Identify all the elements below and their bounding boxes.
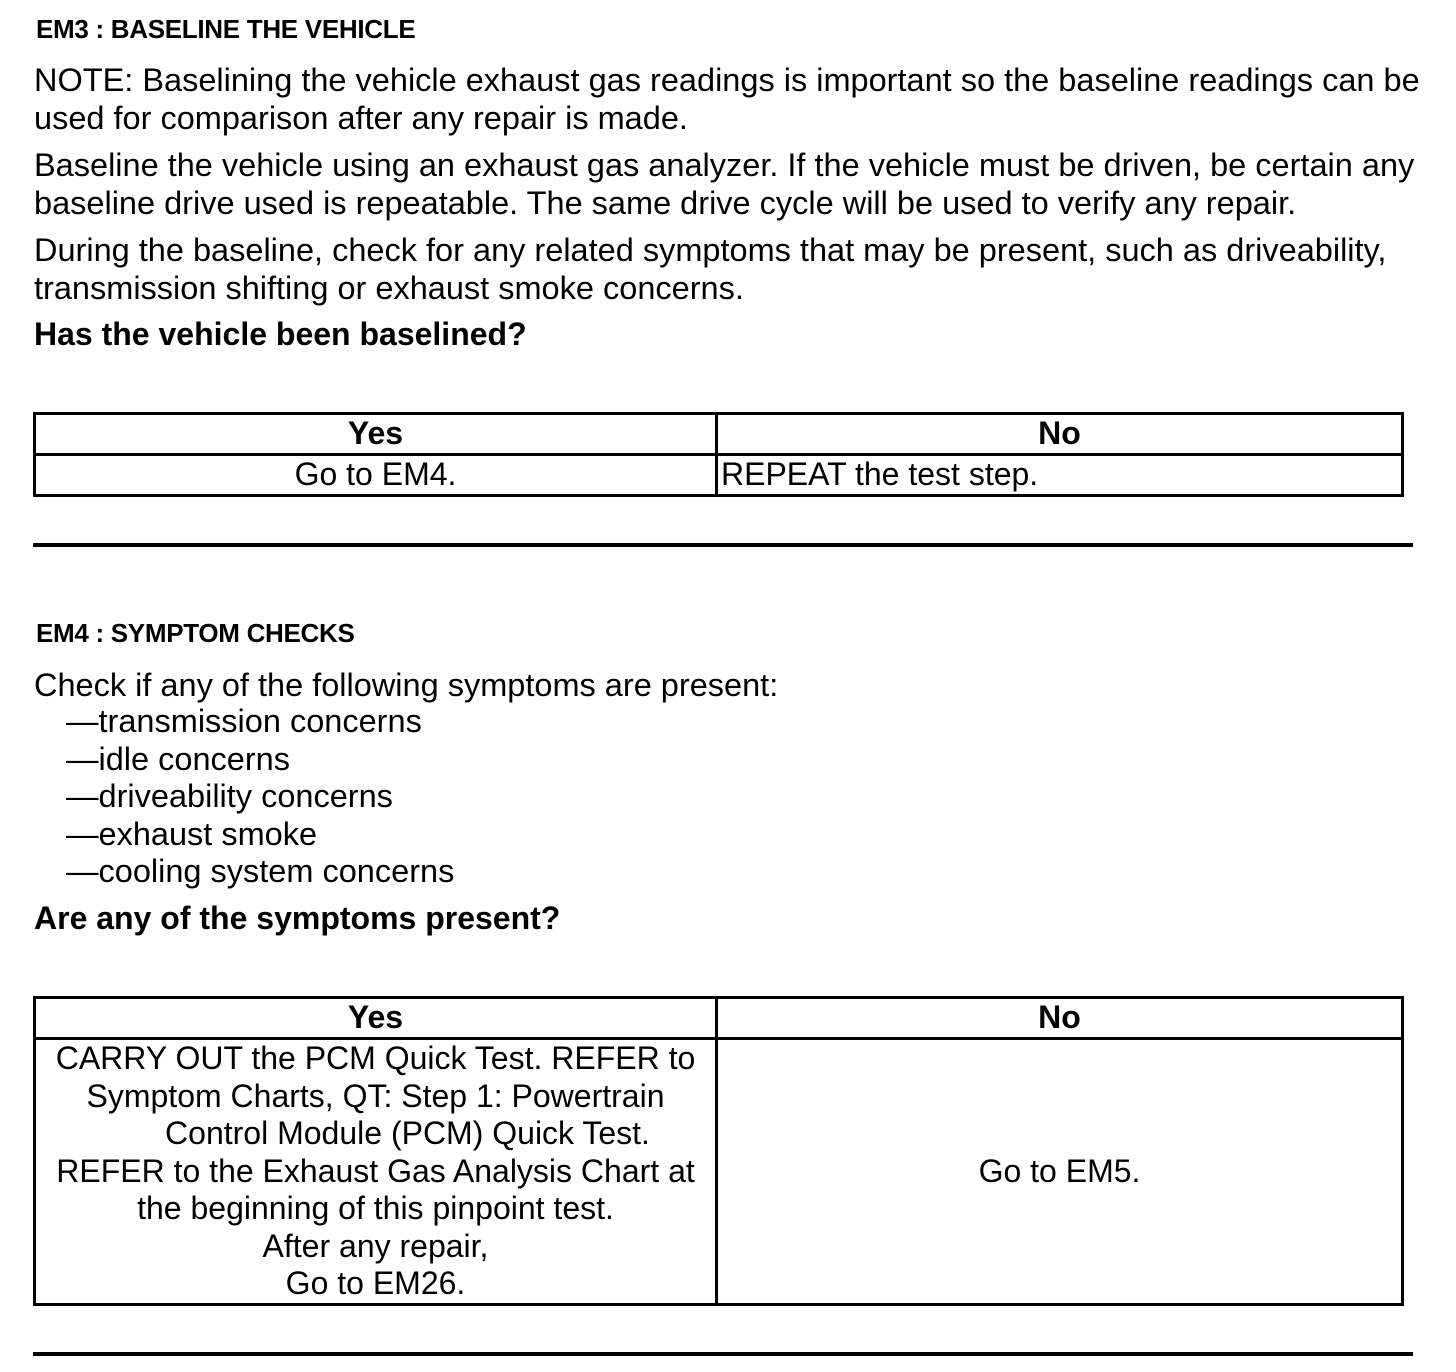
em3-question: Has the vehicle been baselined? xyxy=(34,316,527,352)
em4-yes-action-line: CARRY OUT the PCM Quick Test. REFER to xyxy=(55,1040,696,1076)
em4-yes-action-line: Go to EM26. xyxy=(285,1265,466,1301)
em4-yes-action-line: Symptom Charts, QT: Step 1: Powertrain xyxy=(86,1077,665,1114)
em4-symptom-list xyxy=(66,703,454,891)
em4-yes-header: Yes xyxy=(35,998,717,1039)
list-item: —idle concerns xyxy=(66,740,290,777)
em3-note-paragraph: NOTE: Baselining the vehicle exhaust gas readings is important so the baseline readings can be used for comparison after any repair is made. xyxy=(34,62,1420,136)
em3-no-header: No xyxy=(717,414,1403,455)
section-divider xyxy=(33,1352,1413,1356)
em3-answer-table xyxy=(33,412,1404,497)
em4-yes-action-line: the beginning of this pinpoint test. xyxy=(137,1190,614,1226)
list-item: —exhaust smoke xyxy=(66,815,318,852)
em3-symptom-paragraph: During the baseline, check for any related symptoms that may be present, such as driveability, transmission shifting or exhaust smoke concerns. xyxy=(34,232,1387,306)
em4-intro: Check if any of the following symptoms are present: xyxy=(34,667,779,703)
em3-baseline-paragraph: Baseline the vehicle using an exhaust gas analyzer. If the vehicle must be driven, be certain any baseline drive used is repeatable. The same drive cycle will be used to verify any repair. xyxy=(34,147,1415,221)
em4-question: Are any of the symptoms present? xyxy=(34,900,561,936)
list-item: —cooling system concerns xyxy=(66,853,455,889)
em4-answer-table xyxy=(33,996,1404,1306)
em4-yes-action xyxy=(35,1039,717,1305)
list-item: —driveability concerns xyxy=(66,778,393,814)
em4-no-action: Go to EM5. xyxy=(717,1039,1403,1305)
section-divider xyxy=(33,543,1413,547)
em4-yes-action-line: REFER to the Exhaust Gas Analysis Chart at xyxy=(56,1152,695,1189)
list-item: —transmission concerns xyxy=(66,703,422,739)
em4-yes-action-line: After any repair, xyxy=(262,1227,489,1264)
em4-title: EM4 : SYMPTOM CHECKS xyxy=(36,618,355,648)
em3-yes-action: Go to EM4. xyxy=(35,455,717,496)
em3-no-action: REPEAT the test step. xyxy=(717,455,1403,496)
em4-no-header: No xyxy=(717,998,1403,1039)
em4-yes-action-line: Control Module (PCM) Quick Test. xyxy=(165,1115,650,1151)
em3-title: EM3 : BASELINE THE VEHICLE xyxy=(36,14,416,44)
em3-yes-header: Yes xyxy=(35,414,717,455)
